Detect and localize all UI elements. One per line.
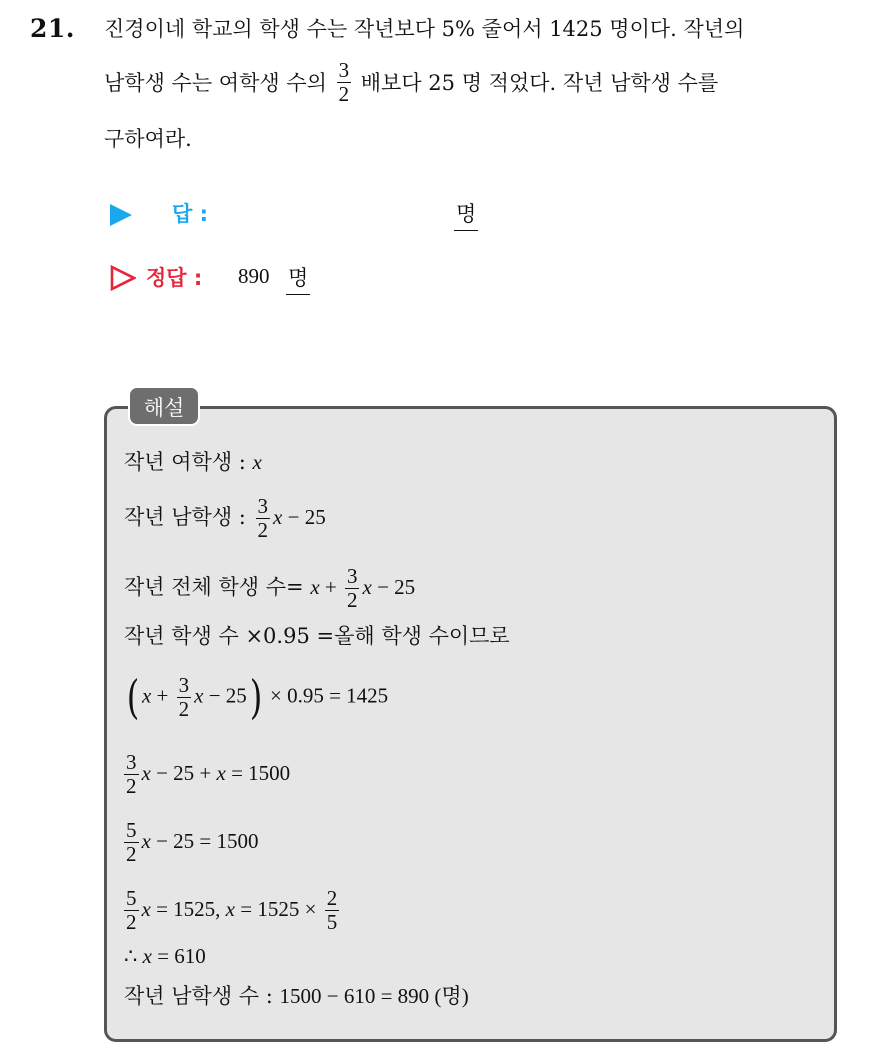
solution-line-7: $\frac{5}{2}$ x − 25 = 1500 xyxy=(126,818,259,866)
fraction: $\frac{2}{5}$ xyxy=(326,886,338,934)
question-number: 21. xyxy=(30,14,75,43)
fraction: $\frac{3}{2}$ xyxy=(346,564,358,612)
correct-unit: 명 xyxy=(286,262,310,295)
outline-triangle-icon xyxy=(110,265,136,291)
question-line-1: 진경이네 학교의 학생 수는 작년보다 5% 줄어서 1425 명이다. 작년의 xyxy=(104,17,745,41)
fraction: $\frac{3}{2}$ xyxy=(257,494,269,542)
correct-answer-row xyxy=(110,260,510,296)
solution-line-8: $\frac{5}{2}$ x = 1525, x = 1525 × $\frac{2}{5}$ xyxy=(126,886,338,934)
solution-line-5: ( x + $\frac{3}{2}$ x − 25) × 0.95 = 1425 xyxy=(126,670,389,724)
solution-tab: 해설 xyxy=(128,386,200,426)
correct-value: 890 xyxy=(238,264,270,288)
answer-row xyxy=(110,196,510,232)
solution-line-10: 작년 남학생 수 : 1500 − 610 = 890 (명) xyxy=(124,984,469,1008)
solution-line-4: 작년 학생 수 ×0.95 =올해 학생 수이므로 xyxy=(124,624,510,648)
answer-label: 답 : xyxy=(172,202,208,226)
solution-line-1: 작년 여학생 : x xyxy=(124,450,262,474)
fraction: $\frac{5}{2}$ xyxy=(126,818,137,866)
fraction: $\frac{3}{2}$ xyxy=(338,58,350,106)
question-line-3: 구하여라. xyxy=(104,127,192,151)
answer-input[interactable]: 명 xyxy=(454,198,478,231)
fraction: $\frac{3}{2}$ xyxy=(178,672,190,721)
fraction: $\frac{5}{2}$ xyxy=(126,886,137,934)
question-line-2: 남학생 수는 여학생 수의 $\frac{3}{2}$ 배보다 25 명 적었다. 작년 남학생 수를 xyxy=(104,58,719,106)
solution-line-2: 작년 남학생 : $\frac{3}{2}$ x − 25 xyxy=(124,494,326,542)
fraction: $\frac{3}{2}$ xyxy=(126,750,137,798)
solution-line-9: ∴ x = 610 xyxy=(124,944,206,968)
solution-line-6: $\frac{3}{2}$ x − 25 + x = 1500 xyxy=(126,750,291,798)
correct-label: 정답 : xyxy=(146,266,203,290)
solution-line-3: 작년 전체 학생 수= x + $\frac{3}{2}$ x − 25 xyxy=(124,564,416,612)
filled-triangle-icon xyxy=(110,204,132,226)
